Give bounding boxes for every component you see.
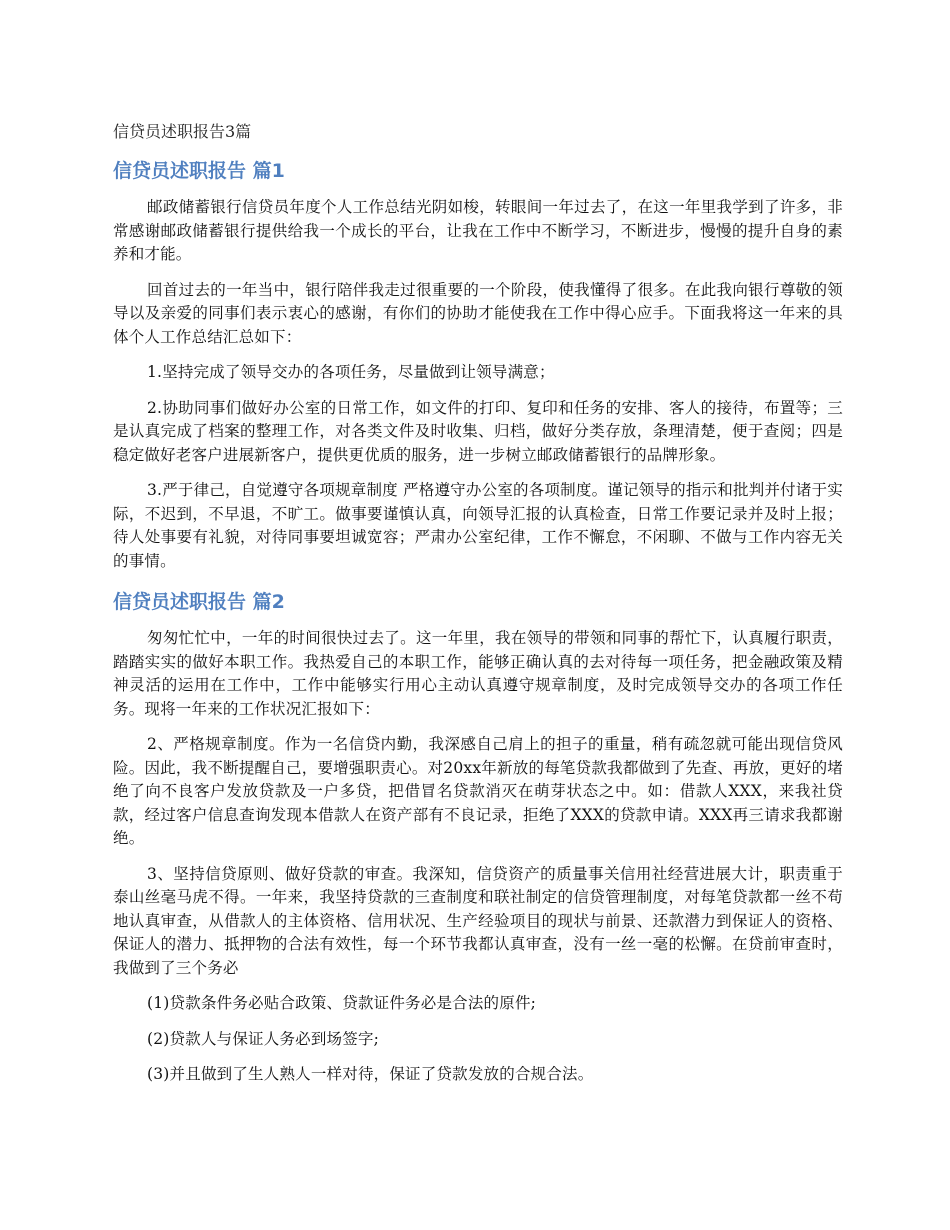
document-title: 信贷员述职报告3篇 — [113, 122, 252, 141]
list-item: 3、坚持信贷原则、做好贷款的审查。我深知，信贷资产的质量事关信用社经营进展大计，职责重于泰山丝毫马虎不得。一年来，我坚持贷款的三查制度和联社制定的信贷管理制度，对每笔贷款都一丝不苟地认真审查，从借款人的主体资格、信用状况、生产经验项目的现状与前景、还款潜力到保证人的资格、保证人的潜力、抵押物的合法有效性，每一个环节我都认真审查，没有一丝一毫的松懈。在贷前审查时，我做到了三个务必 — [113, 864, 843, 977]
sub-list-item: (1)贷款条件务必贴合政策、贷款证件务必是合法的原件; — [147, 994, 537, 1012]
document-body — [113, 120, 843, 1099]
list-item: 2、严格规章制度。作为一名信贷内勤，我深感自己肩上的担子的重量，稍有疏忽就可能出现信贷风险。因此，我不断提醒自己，要增强职责心。对20xx年新放的每笔贷款我都做到了先查、再放，更好的堵绝了向不良客户发放贷款及一户多贷，把借冒名贷款消灭在萌芽状态之中。如：借款人XXX，来我社贷款，经过客户信息查询发现本借款人在资产部有不良记录，拒绝了XXX的贷款申请。XXX再三请求我都谢绝。 — [113, 735, 843, 847]
paragraph: 匆匆忙忙中，一年的时间很快过去了。这一年里，我在领导的带领和同事的帮忙下，认真履行职责，踏踏实实的做好本职工作。我热爱自己的本职工作，能够正确认真的去对待每一项任务，把金融政策及精神灵活的运用在工作中，工作中能够实行用心主动认真遵守规章制度，及时完成领导交办的各项工作任务。现将一年来的工作状况汇报如下： — [113, 629, 843, 718]
sub-list-item: (3)并且做到了生人熟人一样对待，保证了贷款发放的合规合法。 — [147, 1065, 594, 1083]
list-item: 3.严于律己，自觉遵守各项规章制度 严格遵守办公室的各项制度。谨记领导的指示和批判并付诸于实际，不迟到，不早退，不旷工。做事要谨慎认真，向领导汇报的认真检查，日常工作要记录并及时上报；待人处事要有礼貌，对待同事要坦诚宽容；严肃办公室纪律，工作不懈怠，不闲聊、不做与工作内容无关的事情。 — [113, 481, 843, 570]
section-heading: 信贷员述职报告 篇2 — [113, 591, 285, 613]
section-heading: 信贷员述职报告 篇1 — [113, 160, 285, 182]
list-item: 1.坚持完成了领导交办的各项任务，尽量做到让领导满意； — [147, 363, 555, 381]
section-2 — [113, 589, 843, 1087]
paragraph: 回首过去的一年当中，银行陪伴我走过很重要的一个阶段，使我懂得了很多。在此我向银行尊敬的领导以及亲爱的同事们表示衷心的感谢，有你们的协助才能使我在工作中得心应手。下面我将这一年来的具体个人工作总结汇总如下： — [113, 280, 843, 346]
sub-list-item: (2)贷款人与保证人务必到场签字; — [147, 1029, 380, 1048]
section-1 — [113, 158, 843, 573]
list-item: 2.协助同事们做好办公室的日常工作，如文件的打印、复印和任务的安排、客人的接待，布置等；三是认真完成了档案的整理工作，对各类文件及时收集、归档，做好分类存放，条理清楚，便于查阅；四是稳定做好老客户进展新客户，提供更优质的服务，进一步树立邮政储蓄银行的品牌形象。 — [113, 398, 843, 464]
paragraph: 邮政储蓄银行信贷员年度个人工作总结光阴如梭，转眼间一年过去了，在这一年里我学到了许多，非常感谢邮政储蓄银行提供给我一个成长的平台，让我在工作中不断学习，不断进步，慢慢的提升自身的素养和才能。 — [113, 198, 843, 263]
